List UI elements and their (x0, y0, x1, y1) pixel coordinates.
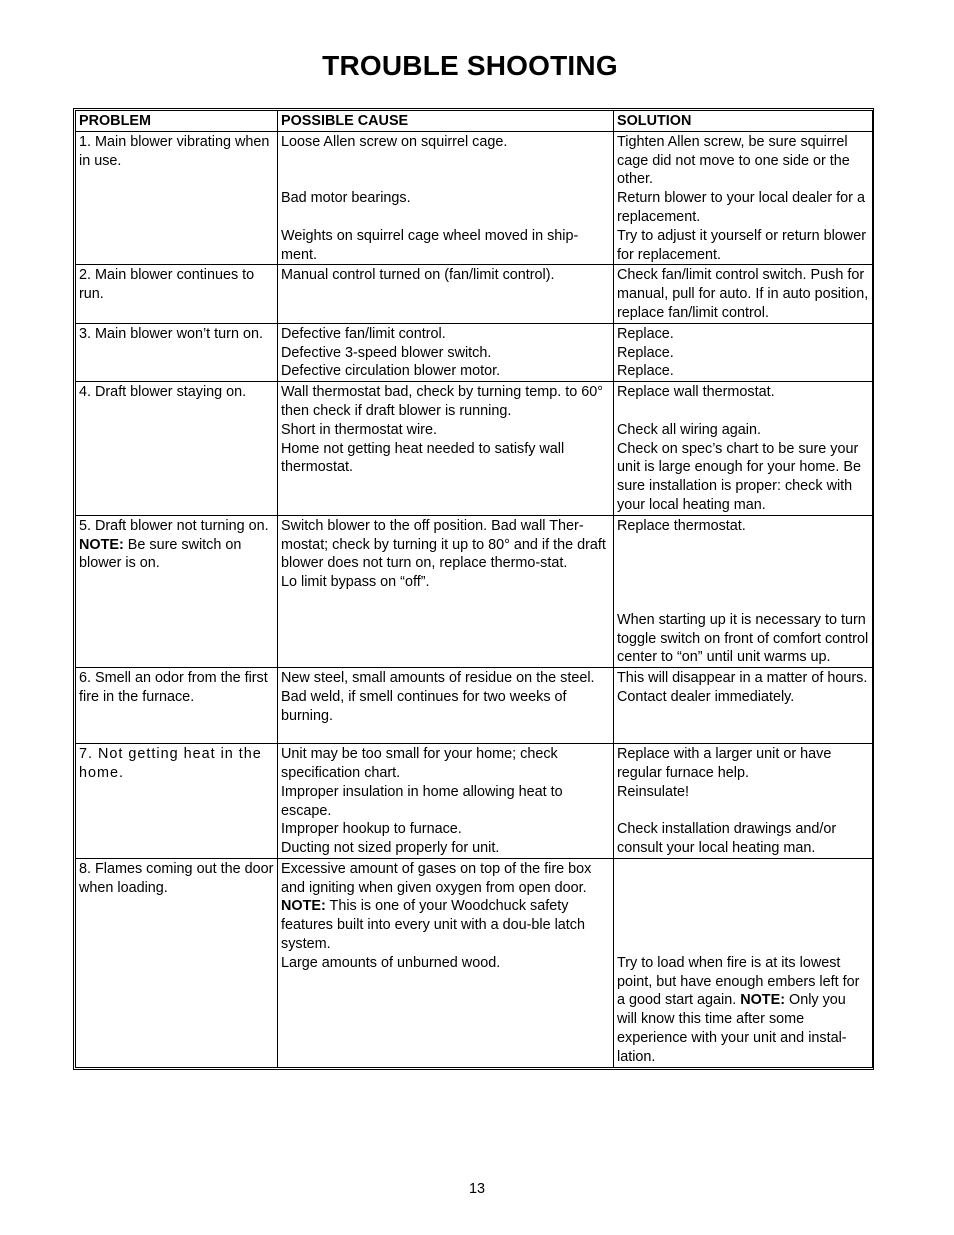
note-label: NOTE: (740, 992, 785, 1009)
solution-cell: Check fan/limit control switch. Push for manual, pull for auto. If in auto position, replace fan/limit control. (614, 265, 873, 323)
cause-cell: Defective fan/limit control. Defective 3-speed blower switch. Defective circulation blower motor. (278, 323, 614, 381)
problem-cell: 3. Main blower won’t turn on. (76, 323, 278, 381)
problem-cell: 5. Draft blower not turning on. NOTE: Be sure switch on blower is on. (76, 515, 278, 667)
table-row (76, 265, 873, 323)
cause-cell: Loose Allen screw on squirrel cage. Bad motor bearings. Weights on squirrel cage wheel moved in ship-ment. (278, 131, 614, 265)
page-title: TROUBLE SHOOTING (322, 50, 618, 81)
table-row (76, 323, 873, 381)
header-solution: SOLUTION (614, 111, 873, 132)
solution-cell: Replace with a larger unit or have regular furnace help. Reinsulate! Check installation drawings and/or consult your local heating man. (614, 744, 873, 859)
cause-cell: Switch blower to the off position. Bad wall Ther-mostat; check by turning it up to 80° and if the draft blower does not turn on, replace thermo-stat. Lo limit bypass on “off”. (278, 515, 614, 667)
page-number: 13 (468, 1181, 485, 1197)
problem-cell: 7. Not getting heat in the home. (76, 744, 278, 859)
cause-cell: Wall thermostat bad, check by turning temp. to 60° then check if draft blower is running. Short in thermostat wire. Home not getting heat needed to satisfy wall thermostat. (278, 382, 614, 516)
table-header-row (76, 111, 873, 132)
note-label: NOTE: (79, 536, 124, 553)
table-row (76, 858, 873, 1067)
cause-cell: New steel, small amounts of residue on the steel. Bad weld, if smell continues for two weeks of burning. (278, 668, 614, 744)
header-problem: PROBLEM (76, 111, 278, 132)
cause-cell: Excessive amount of gases on top of the fire box and igniting when given oxygen from open door. NOTE: This is one of your Woodchuck safety features built into every unit with a dou-ble latch system. Large amounts of unburned wood. (278, 858, 614, 1067)
solution-cell: Replace thermostat. When starting up it is necessary to turn toggle switch on front of comfort control center to “on” until unit warms up. (614, 515, 873, 667)
note-label: NOTE: (281, 898, 326, 915)
problem-cell: 4. Draft blower staying on. (76, 382, 278, 516)
cause-cell: Manual control turned on (fan/limit control). (278, 265, 614, 323)
troubleshooting-table-frame (73, 108, 874, 1070)
table-row (76, 515, 873, 667)
cause-cell: Unit may be too small for your home; check specification chart. Improper insulation in home allowing heat to escape. Improper hookup to furnace. Ducting not sized properly for unit. (278, 744, 614, 859)
table-row (76, 131, 873, 265)
solution-cell: Tighten Allen screw, be sure squirrel cage did not move to one side or the other. Return blower to your local dealer for a replacement. Try to adjust it yourself or return blower for replacement. (614, 131, 873, 265)
solution-cell: Try to load when fire is at its lowest point, but have enough embers left for a good start again. NOTE: Only you will know this time after some experience with your unit and instal-lation. (614, 858, 873, 1067)
header-possible-cause: POSSIBLE CAUSE (278, 111, 614, 132)
problem-cell: 1. Main blower vibrating when in use. (76, 131, 278, 265)
problem-cell: 2. Main blower continues to run. (76, 265, 278, 323)
table-row (76, 668, 873, 744)
table-row (76, 744, 873, 859)
table-row (76, 382, 873, 516)
solution-cell: This will disappear in a matter of hours. Contact dealer immediately. (614, 668, 873, 744)
solution-cell: Replace. Replace. Replace. (614, 323, 873, 381)
problem-cell: 8. Flames coming out the door when loading. (76, 858, 278, 1067)
troubleshooting-table (75, 110, 873, 1068)
problem-cell: 6. Smell an odor from the first fire in the furnace. (76, 668, 278, 744)
solution-cell: Replace wall thermostat. Check all wiring again. Check on spec’s chart to be sure your unit is large enough for your home. Be sure installation is proper: check with your local heating man. (614, 382, 873, 516)
